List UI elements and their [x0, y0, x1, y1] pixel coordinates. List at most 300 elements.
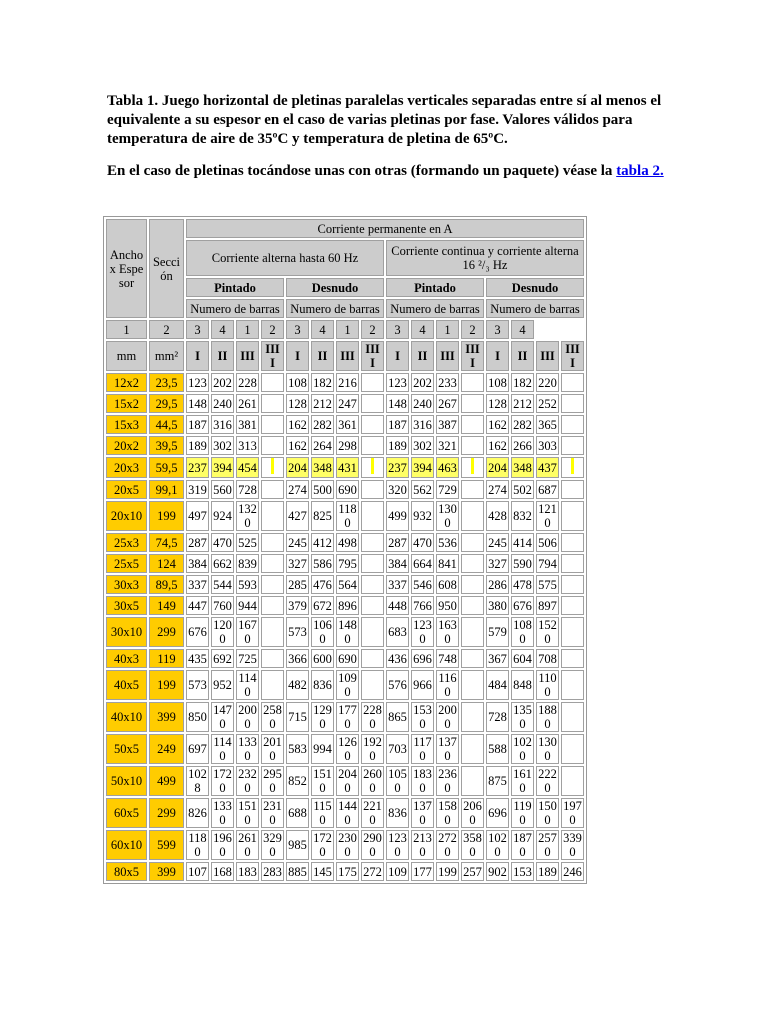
- current-value: 337: [186, 575, 209, 594]
- current-value: 286: [486, 575, 509, 594]
- current-value: 1080: [511, 617, 534, 647]
- current-value: 220: [536, 373, 559, 392]
- row-size: 30x5: [106, 596, 147, 615]
- current-value: [561, 649, 584, 668]
- current-value: 1960: [211, 830, 234, 860]
- current-value: 348: [311, 457, 334, 478]
- current-value: [261, 436, 284, 455]
- current-value: 321: [436, 436, 459, 455]
- current-value: 470: [211, 533, 234, 552]
- row-size: 20x3: [106, 457, 147, 478]
- current-value: 274: [486, 480, 509, 499]
- bar-count-roman: III: [336, 341, 359, 371]
- highlight-marker: [271, 458, 274, 474]
- current-value: 202: [411, 373, 434, 392]
- current-value: 1500: [536, 798, 559, 828]
- current-value: 2310: [261, 798, 284, 828]
- current-value: [361, 501, 384, 531]
- current-value: 367: [486, 649, 509, 668]
- current-value: 1300: [536, 734, 559, 764]
- current-value: 1920: [361, 734, 384, 764]
- current-value: 240: [411, 394, 434, 413]
- bar-number-header: 4: [311, 320, 334, 339]
- current-value: 688: [286, 798, 309, 828]
- current-value: 153: [511, 862, 534, 881]
- current-value: 366: [286, 649, 309, 668]
- bar-number-header: 1: [436, 320, 459, 339]
- current-value: 381: [236, 415, 259, 434]
- current-value: [461, 394, 484, 413]
- current-value: 604: [511, 649, 534, 668]
- current-value: 394: [211, 457, 234, 478]
- bar-number-header: 3: [386, 320, 409, 339]
- header-seccion: Sección: [149, 219, 184, 318]
- current-value: [261, 596, 284, 615]
- current-value: 183: [236, 862, 259, 881]
- current-value: 703: [386, 734, 409, 764]
- current-value: 795: [336, 554, 359, 573]
- highlight-marker: [371, 458, 374, 474]
- current-value: 875: [486, 766, 509, 796]
- current-value: 202: [211, 373, 234, 392]
- row-size: 20x2: [106, 436, 147, 455]
- row-size: 30x10: [106, 617, 147, 647]
- current-value: 476: [311, 575, 334, 594]
- current-value: 2950: [261, 766, 284, 796]
- header-numero-barras: Numero de barras: [386, 299, 484, 318]
- current-value: 1370: [411, 798, 434, 828]
- current-value: 128: [486, 394, 509, 413]
- current-value: 715: [286, 702, 309, 732]
- current-value: [361, 617, 384, 647]
- current-value: 267: [436, 394, 459, 413]
- current-value: 664: [411, 554, 434, 573]
- table-caption: Tabla 1. Juego horizontal de pletinas paralelas verticales separadas entre sí al menos el equivalente a su espesor en el caso de varias pletinas por fase. Valores válidos para temperatura de aire de 35ºC y temperatura de pletina de 65ºC.: [107, 93, 662, 147]
- current-value: 499: [386, 501, 409, 531]
- current-value: [561, 373, 584, 392]
- current-value: 428: [486, 501, 509, 531]
- current-value: 590: [511, 554, 534, 573]
- current-value: 2600: [361, 766, 384, 796]
- current-value: 303: [536, 436, 559, 455]
- row-section: 44,5: [149, 415, 184, 434]
- header-desnudo-dc: Desnudo: [486, 278, 584, 297]
- current-value: [261, 415, 284, 434]
- table-row: [106, 457, 584, 478]
- current-value: 1180: [336, 501, 359, 531]
- row-section: 199: [149, 501, 184, 531]
- current-value: [561, 617, 584, 647]
- current-value: 128: [286, 394, 309, 413]
- current-value: 1630: [436, 617, 459, 647]
- current-value: [261, 480, 284, 499]
- current-value: 145: [311, 862, 334, 881]
- current-value: 676: [511, 596, 534, 615]
- current-value: 233: [436, 373, 459, 392]
- current-value: 924: [211, 501, 234, 531]
- current-value: [561, 575, 584, 594]
- current-value: 1140: [211, 734, 234, 764]
- current-value: [361, 554, 384, 573]
- bar-count-roman: III: [436, 341, 459, 371]
- current-value: 662: [211, 554, 234, 573]
- row-size: 40x3: [106, 649, 147, 668]
- current-value: 1300: [436, 501, 459, 531]
- bar-number-header: 2: [261, 320, 284, 339]
- current-value: 1440: [336, 798, 359, 828]
- row-section: 29,5: [149, 394, 184, 413]
- bar-number-header: 4: [211, 320, 234, 339]
- current-value: 245: [286, 533, 309, 552]
- row-section: 89,5: [149, 575, 184, 594]
- current-value: 2900: [361, 830, 384, 860]
- current-value: 228: [236, 373, 259, 392]
- current-value: 1880: [536, 702, 559, 732]
- current-value: 1330: [236, 734, 259, 764]
- current-value: [561, 596, 584, 615]
- current-value: 316: [411, 415, 434, 434]
- current-value: [461, 596, 484, 615]
- current-value: 162: [286, 436, 309, 455]
- current-value: 1140: [236, 670, 259, 700]
- current-value: 482: [286, 670, 309, 700]
- current-value: 564: [336, 575, 359, 594]
- current-value: 725: [236, 649, 259, 668]
- current-value: [561, 457, 584, 478]
- current-value: 427: [286, 501, 309, 531]
- current-value: [461, 670, 484, 700]
- current-value: 484: [486, 670, 509, 700]
- header-numero-barras: Numero de barras: [286, 299, 384, 318]
- current-value: 1480: [336, 617, 359, 647]
- row-section: 299: [149, 617, 184, 647]
- current-value: 573: [186, 670, 209, 700]
- table-row: [106, 480, 584, 499]
- current-value: [261, 617, 284, 647]
- current-value: 162: [286, 415, 309, 434]
- current-value: [261, 649, 284, 668]
- current-value: 896: [336, 596, 359, 615]
- current-value: 1200: [211, 617, 234, 647]
- current-value: 1720: [211, 766, 234, 796]
- row-section: 39,5: [149, 436, 184, 455]
- bar-count-roman: IIII: [261, 341, 284, 371]
- current-value: 1580: [436, 798, 459, 828]
- current-value: 264: [311, 436, 334, 455]
- table-row: [106, 554, 584, 573]
- current-value: 387: [436, 415, 459, 434]
- current-value: 1028: [186, 766, 209, 796]
- current-value: 282: [311, 415, 334, 434]
- current-value: 478: [511, 575, 534, 594]
- current-value: 285: [286, 575, 309, 594]
- current-value: 168: [211, 862, 234, 881]
- current-value: [561, 533, 584, 552]
- table-row: [106, 830, 584, 860]
- current-value: 994: [311, 734, 334, 764]
- current-value: 261: [236, 394, 259, 413]
- header-numero-barras: Numero de barras: [186, 299, 284, 318]
- current-value: 2210: [361, 798, 384, 828]
- current-value: 1060: [311, 617, 334, 647]
- current-value: 729: [436, 480, 459, 499]
- current-value: 902: [486, 862, 509, 881]
- current-value: [361, 394, 384, 413]
- current-value: 696: [411, 649, 434, 668]
- row-size: 15x3: [106, 415, 147, 434]
- current-value: 588: [486, 734, 509, 764]
- current-value: 1330: [211, 798, 234, 828]
- bar-count-roman: IIII: [461, 341, 484, 371]
- current-value: 327: [286, 554, 309, 573]
- row-section: 99,1: [149, 480, 184, 499]
- current-value: 690: [336, 480, 359, 499]
- current-value: 1510: [311, 766, 334, 796]
- row-size: 40x10: [106, 702, 147, 732]
- current-value: 690: [336, 649, 359, 668]
- bar-count-roman: III: [536, 341, 559, 371]
- current-value: 897: [536, 596, 559, 615]
- current-value: 1260: [336, 734, 359, 764]
- bar-count-roman: II: [311, 341, 334, 371]
- bar-number-header: 2: [149, 320, 184, 339]
- current-value: 204: [486, 457, 509, 478]
- current-value: 593: [236, 575, 259, 594]
- current-value: 1520: [536, 617, 559, 647]
- current-value: 182: [311, 373, 334, 392]
- current-value: 1530: [411, 702, 434, 732]
- current-value: 274: [286, 480, 309, 499]
- current-value: [361, 373, 384, 392]
- row-size: 12x2: [106, 373, 147, 392]
- current-value: 560: [211, 480, 234, 499]
- current-value: 107: [186, 862, 209, 881]
- tabla-2-link[interactable]: tabla 2.: [616, 163, 664, 179]
- current-value: 498: [336, 533, 359, 552]
- current-value: 1180: [186, 830, 209, 860]
- bar-count-roman: II: [411, 341, 434, 371]
- current-value: 448: [386, 596, 409, 615]
- current-value: 1020: [511, 734, 534, 764]
- current-value: 177: [411, 862, 434, 881]
- table-row: [106, 702, 584, 732]
- current-value: 841: [436, 554, 459, 573]
- current-value: 380: [486, 596, 509, 615]
- current-value: 1830: [411, 766, 434, 796]
- current-value: 852: [286, 766, 309, 796]
- current-value: 586: [311, 554, 334, 573]
- current-value: [461, 436, 484, 455]
- current-value: 437: [536, 457, 559, 478]
- current-value: 2570: [536, 830, 559, 860]
- current-value: [361, 649, 384, 668]
- current-value: 825: [311, 501, 334, 531]
- current-value: 123: [186, 373, 209, 392]
- current-value: 1870: [511, 830, 534, 860]
- row-section: 499: [149, 766, 184, 796]
- current-table: [103, 216, 587, 884]
- table-row: [106, 373, 584, 392]
- current-value: 216: [336, 373, 359, 392]
- current-value: [461, 617, 484, 647]
- current-value: [461, 554, 484, 573]
- current-value: 246: [561, 862, 584, 881]
- current-value: 506: [536, 533, 559, 552]
- current-value: 832: [511, 501, 534, 531]
- current-value: [261, 670, 284, 700]
- current-value: [261, 575, 284, 594]
- row-section: 299: [149, 798, 184, 828]
- current-value: [561, 415, 584, 434]
- current-value: 379: [286, 596, 309, 615]
- row-size: 20x5: [106, 480, 147, 499]
- row-size: 25x5: [106, 554, 147, 573]
- current-value: 760: [211, 596, 234, 615]
- current-value: 1770: [336, 702, 359, 732]
- current-value: [261, 457, 284, 478]
- unit-mm2: mm²: [149, 341, 184, 371]
- current-value: 313: [236, 436, 259, 455]
- current-value: 189: [186, 436, 209, 455]
- current-value: 414: [511, 533, 534, 552]
- current-value: 885: [286, 862, 309, 881]
- row-size: 60x10: [106, 830, 147, 860]
- current-value: 836: [386, 798, 409, 828]
- row-size: 25x3: [106, 533, 147, 552]
- current-value: 1290: [311, 702, 334, 732]
- bar-count-roman: IIII: [561, 341, 584, 371]
- current-value: 1160: [436, 670, 459, 700]
- current-value: 2060: [461, 798, 484, 828]
- current-value: [561, 734, 584, 764]
- current-value: 1470: [211, 702, 234, 732]
- current-value: 932: [411, 501, 434, 531]
- current-value: 2300: [336, 830, 359, 860]
- row-size: 60x5: [106, 798, 147, 828]
- row-size: 50x5: [106, 734, 147, 764]
- current-value: 316: [211, 415, 234, 434]
- current-value: 500: [311, 480, 334, 499]
- current-value: 708: [536, 649, 559, 668]
- bar-count-roman: II: [511, 341, 534, 371]
- current-value: [261, 394, 284, 413]
- table-row: [106, 862, 584, 881]
- current-value: [561, 394, 584, 413]
- current-value: [561, 702, 584, 732]
- row-size: 80x5: [106, 862, 147, 881]
- bar-number-header: 3: [286, 320, 309, 339]
- current-value: 436: [386, 649, 409, 668]
- current-value: 1610: [511, 766, 534, 796]
- row-section: 599: [149, 830, 184, 860]
- current-value: 252: [536, 394, 559, 413]
- current-value: 384: [186, 554, 209, 573]
- current-value: [261, 501, 284, 531]
- bar-number-header: 1: [236, 320, 259, 339]
- current-value: 175: [336, 862, 359, 881]
- current-value: 257: [461, 862, 484, 881]
- row-size: 50x10: [106, 766, 147, 796]
- current-value: 687: [536, 480, 559, 499]
- current-value: [461, 501, 484, 531]
- bar-number-header: 4: [411, 320, 434, 339]
- bar-count-roman: IIII: [361, 341, 384, 371]
- current-value: 162: [486, 436, 509, 455]
- current-value: 497: [186, 501, 209, 531]
- current-value: 583: [286, 734, 309, 764]
- current-value: [461, 702, 484, 732]
- current-value: 1350: [511, 702, 534, 732]
- current-value: [361, 596, 384, 615]
- current-value: [361, 415, 384, 434]
- current-value: 794: [536, 554, 559, 573]
- current-value: 576: [386, 670, 409, 700]
- current-value: 327: [486, 554, 509, 573]
- header-ancho-espesor: Ancho x Espesor: [106, 219, 147, 318]
- current-value: 952: [211, 670, 234, 700]
- current-value: 282: [511, 415, 534, 434]
- row-section: 199: [149, 670, 184, 700]
- current-value: 1230: [411, 617, 434, 647]
- current-value: 728: [236, 480, 259, 499]
- table-row: [106, 766, 584, 796]
- current-value: 579: [486, 617, 509, 647]
- row-size: 30x3: [106, 575, 147, 594]
- header-pintado-ac: Pintado: [186, 278, 284, 297]
- row-size: 20x10: [106, 501, 147, 531]
- current-value: 3290: [261, 830, 284, 860]
- current-value: [361, 670, 384, 700]
- bar-number-header: 2: [461, 320, 484, 339]
- current-value: 536: [436, 533, 459, 552]
- current-value: 2280: [361, 702, 384, 732]
- current-value: 1230: [386, 830, 409, 860]
- current-value: [261, 533, 284, 552]
- current-value: 1150: [311, 798, 334, 828]
- current-value: [461, 373, 484, 392]
- table-note-text: En el caso de pletinas tocándose unas con otras (formando un paquete) véase la: [107, 163, 617, 179]
- current-value: 2610: [236, 830, 259, 860]
- current-value: 573: [286, 617, 309, 647]
- bar-number-header: 2: [361, 320, 384, 339]
- current-value: 836: [311, 670, 334, 700]
- current-value: 245: [486, 533, 509, 552]
- current-value: 240: [211, 394, 234, 413]
- current-value: 600: [311, 649, 334, 668]
- current-value: 108: [486, 373, 509, 392]
- current-value: 412: [311, 533, 334, 552]
- current-value: 2720: [436, 830, 459, 860]
- current-value: 348: [511, 457, 534, 478]
- header-corriente-continua: Corriente continua y corriente alterna 16 ²/₃ Hz: [386, 240, 584, 276]
- current-value: [461, 575, 484, 594]
- bar-count-roman: III: [236, 341, 259, 371]
- table-row: [106, 734, 584, 764]
- table-row: [106, 596, 584, 615]
- current-value: 435: [186, 649, 209, 668]
- bar-count-roman: I: [386, 341, 409, 371]
- current-value: [561, 766, 584, 796]
- header-corriente-permanente: Corriente permanente en A: [186, 219, 584, 238]
- current-value: 1190: [511, 798, 534, 828]
- row-section: 23,5: [149, 373, 184, 392]
- current-value: 683: [386, 617, 409, 647]
- current-value: 108: [286, 373, 309, 392]
- row-section: 149: [149, 596, 184, 615]
- current-value: 189: [386, 436, 409, 455]
- current-value: 470: [411, 533, 434, 552]
- current-value: 865: [386, 702, 409, 732]
